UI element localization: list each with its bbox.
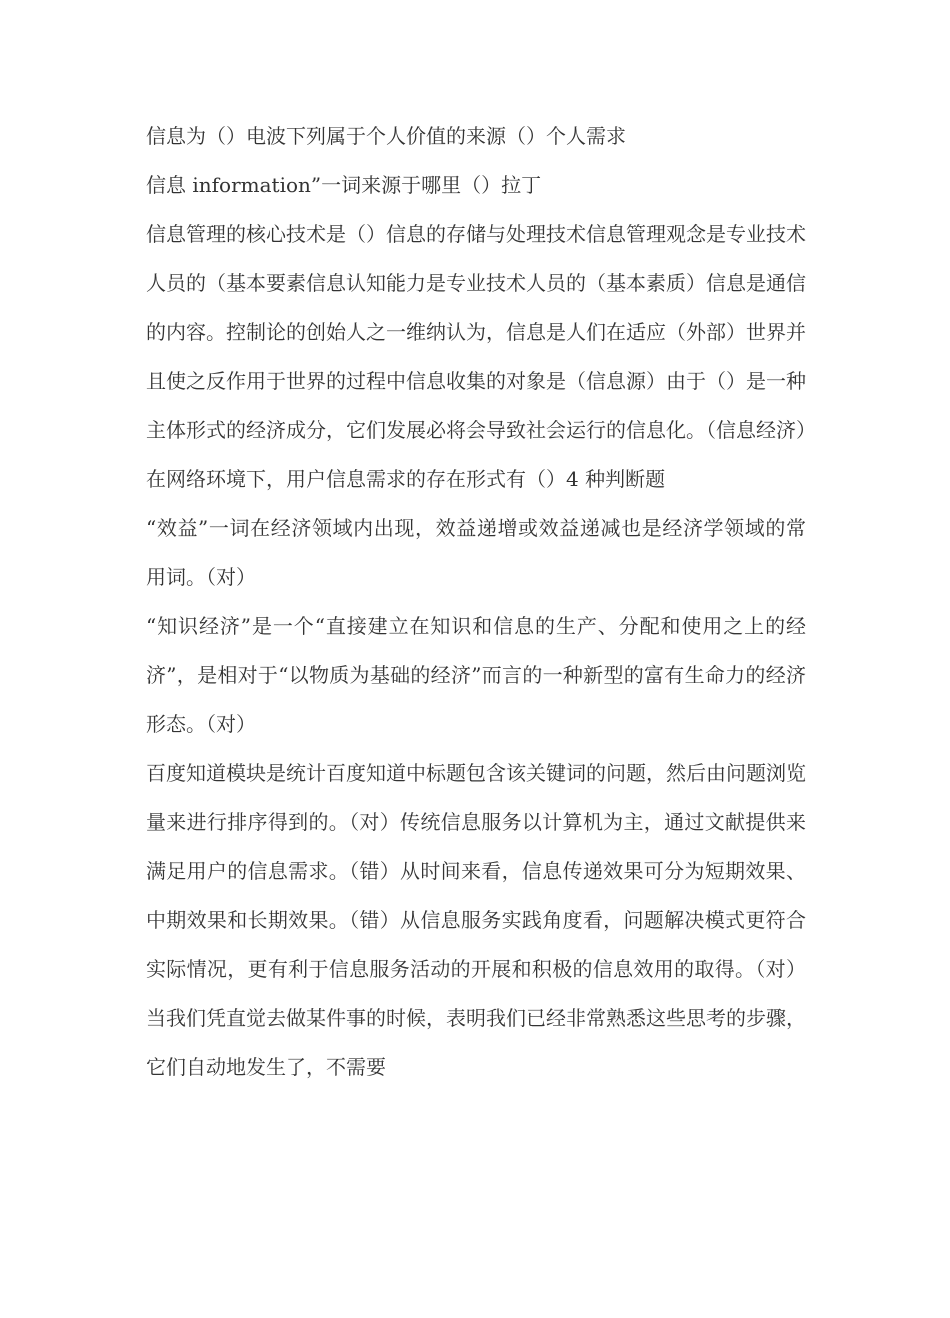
- paragraph-4: 在网络环境下，用户信息需求的存在形式有（）4 种判断题: [146, 467, 666, 491]
- paragraph-5: “效益”一词在经济领域内出现，效益递增或效益递减也是经济学领域的常用词。（对）: [146, 516, 806, 589]
- paragraph-6: “知识经济”是一个“直接建立在知识和信息的生产、分配和使用之上的经济”，是相对于“以物质为基础的经济”而言的一种新型的富有生命力的经济形态。（对）: [146, 614, 806, 736]
- document-body: [146, 112, 816, 1092]
- paragraph-3: 信息管理的核心技术是（）信息的存储与处理技术信息管理观念是专业技术人员的（基本要素信息认知能力是专业技术人员的（基本素质）信息是通信的内容。控制论的创始人之一维纳认为，信息是人们在适应（外部）世界并且使之反作用于世界的过程中信息收集的对象是（信息源）由于（）是一种主体形式的经济成分，它们发展必将会导致社会运行的信息化。（信息经济）: [146, 222, 816, 442]
- paragraph-1: 信息为（）电波下列属于个人价值的来源（）个人需求: [146, 124, 626, 148]
- paragraph-7: 百度知道模块是统计百度知道中标题包含该关键词的问题，然后由问题浏览量来进行排序得到的。（对）传统信息服务以计算机为主，通过文献提供来满足用户的信息需求。（错）从时间来看，信息传递效果可分为短期效果、中期效果和长期效果。（错）从信息服务实践角度看，问题解决模式更符合实际情况，更有利于信息服务活动的开展和积极的信息效用的取得。（对）当我们凭直觉去做某件事的时候，表明我们已经非常熟悉这些思考的步骤，它们自动地发生了，不需要: [146, 761, 806, 1079]
- paragraph-2: 信息 information”一词来源于哪里（）拉丁: [146, 173, 542, 197]
